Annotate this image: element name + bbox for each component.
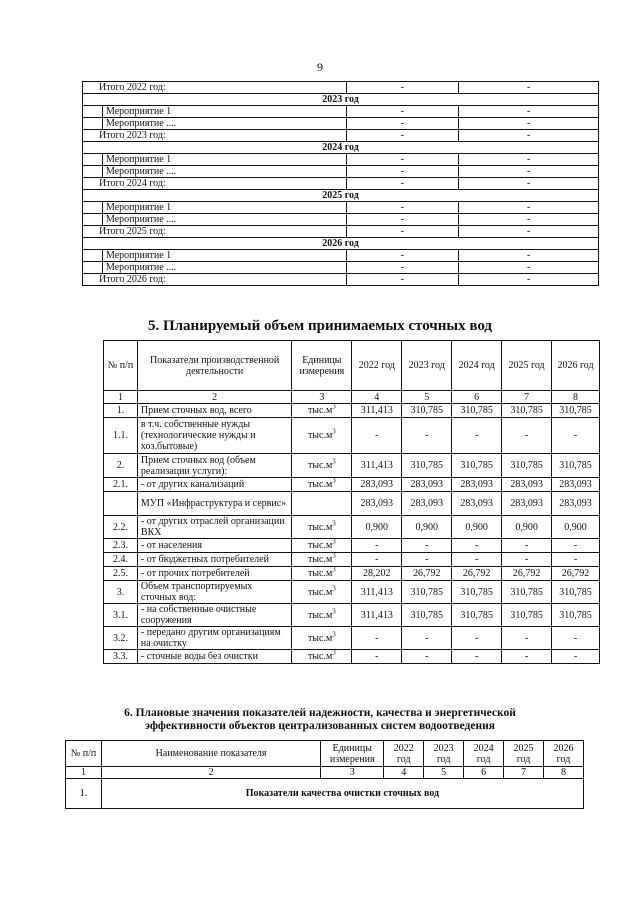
- t5-row-unit: [292, 627, 352, 650]
- t5-row-unit: [292, 539, 352, 553]
- unit-text: тыс.м: [307, 609, 333, 621]
- total-label: Итого 2023 год:: [83, 130, 347, 142]
- activity-value: -: [346, 274, 459, 286]
- t5-row-num: 2.5.: [104, 567, 138, 581]
- indent-cell: [83, 214, 103, 226]
- t5-row-value: 283,093: [402, 492, 452, 516]
- unit-text: тыс.м: [307, 521, 333, 533]
- total-label: Итого 2025 год:: [83, 226, 347, 238]
- t5-row-label: - от населения: [137, 539, 292, 553]
- t5-row-value: -: [402, 627, 452, 650]
- t5-row-num: 2.3.: [104, 539, 138, 553]
- t5-row-label: - от других канализаций: [137, 478, 292, 492]
- t5-row-value: 310,785: [502, 581, 552, 604]
- t5-row-unit: [292, 604, 352, 627]
- t5-row-value: -: [502, 418, 552, 454]
- t5-row-num: 2.4.: [104, 553, 138, 567]
- section-6-title-line-1: 6. Плановые значения показателей надежности, качества и энергетической: [124, 707, 516, 719]
- activity-value: -: [459, 226, 599, 238]
- activity-value: -: [459, 214, 599, 226]
- activities-table: [82, 81, 599, 286]
- t5-row-label: - от других отраслей организации ВКХ: [137, 516, 292, 539]
- t5-row-value: 311,413: [352, 404, 402, 418]
- activity-value: -: [346, 154, 459, 166]
- unit-superscript: 3: [332, 648, 336, 657]
- t5-row-value: 283,093: [352, 478, 402, 492]
- t5-row-value: 310,785: [552, 581, 600, 604]
- activity-label: Мероприятие 1: [102, 106, 346, 118]
- t5-row-label: - передано другим организациям на очистку: [137, 627, 292, 650]
- t5-row: [104, 454, 600, 478]
- unit-superscript: 3: [332, 427, 336, 436]
- unit-superscript: 3: [332, 630, 336, 639]
- t5-row-unit: [292, 404, 352, 418]
- t5-row-value: 0,900: [352, 516, 402, 539]
- t5-header-year: 2022 год: [352, 341, 402, 391]
- t6-header-year: 2023 год: [424, 741, 464, 767]
- t5-col-number: 6: [452, 391, 502, 404]
- t6-col-number: 3: [321, 767, 384, 779]
- t5-row-value: 310,785: [402, 404, 452, 418]
- t5-row-unit: [292, 478, 352, 492]
- activity-value: -: [346, 226, 459, 238]
- total-label: Итого 2024 год:: [83, 178, 347, 190]
- activity-value: -: [346, 178, 459, 190]
- t5-row-value: -: [452, 627, 502, 650]
- t5-row: [104, 567, 600, 581]
- t5-row-num: [104, 492, 138, 516]
- activities-row-item: [83, 154, 599, 166]
- activity-label: Мероприятие 1: [102, 154, 346, 166]
- t5-row-value: 310,785: [452, 581, 502, 604]
- year-heading: 2026 год: [83, 238, 599, 250]
- total-label: Итого 2022 год:: [83, 82, 347, 94]
- t5-row-value: 311,413: [352, 604, 402, 627]
- unit-superscript: 3: [332, 551, 336, 560]
- t5-row-unit: [292, 567, 352, 581]
- unit-text: тыс.м: [307, 568, 333, 579]
- activity-value: -: [346, 262, 459, 274]
- t5-row-value: 310,785: [402, 581, 452, 604]
- unit-superscript: 3: [332, 565, 336, 574]
- t5-col-number: 5: [402, 391, 452, 404]
- unit-superscript: 3: [332, 584, 336, 593]
- t5-row-value: 28,202: [352, 567, 402, 581]
- t5-row: [104, 478, 600, 492]
- t5-row-unit: [292, 516, 352, 539]
- activities-row-item: [83, 166, 599, 178]
- t6-header-num: № п/п: [66, 741, 102, 767]
- t5-row-value: 310,785: [552, 454, 600, 478]
- activities-row-item: [83, 118, 599, 130]
- t5-row: [104, 604, 600, 627]
- activity-value: -: [346, 250, 459, 262]
- activities-row-total: [83, 178, 599, 190]
- t5-row-value: 0,900: [402, 516, 452, 539]
- activity-label: Мероприятие 1: [102, 250, 346, 262]
- activity-value: -: [346, 166, 459, 178]
- activity-value: -: [459, 262, 599, 274]
- t5-header-indicator: Показатели производственной деятельности: [137, 341, 292, 391]
- t6-quality-row: [66, 779, 584, 809]
- activities-row-item: [83, 250, 599, 262]
- t5-col-number: 4: [352, 391, 402, 404]
- page-number: 9: [317, 60, 323, 74]
- indent-cell: [83, 106, 103, 118]
- t5-row-value: 310,785: [402, 604, 452, 627]
- t5-row-value: -: [352, 539, 402, 553]
- indent-cell: [83, 262, 103, 274]
- unit-superscript: 3: [332, 607, 336, 616]
- t5-row-value: 26,792: [552, 567, 600, 581]
- activity-label: Мероприятие ....: [102, 118, 346, 130]
- unit-text: тыс.м: [307, 405, 333, 416]
- t5-row: [104, 553, 600, 567]
- t5-header-year: 2025 год: [502, 341, 552, 391]
- t5-row-value: -: [402, 418, 452, 454]
- activities-row-item: [83, 106, 599, 118]
- indent-cell: [83, 118, 103, 130]
- t5-row: [104, 418, 600, 454]
- t5-row-value: -: [552, 627, 600, 650]
- t5-row-value: 310,785: [502, 454, 552, 478]
- unit-text: тыс.м: [307, 460, 333, 471]
- t5-row-label: Прием сточных вод, всего: [137, 404, 292, 418]
- t5-header-year: 2026 год: [552, 341, 600, 391]
- t5-row-value: -: [502, 650, 552, 664]
- activity-value: -: [459, 178, 599, 190]
- t5-col-number: 7: [502, 391, 552, 404]
- t5-row-value: -: [452, 418, 502, 454]
- t5-row-value: -: [352, 627, 402, 650]
- t6-header-year: 2026 год: [543, 741, 583, 767]
- total-label: Итого 2026 год:: [83, 274, 347, 286]
- t5-row-unit: [292, 650, 352, 664]
- t6-col-number: 4: [384, 767, 424, 779]
- activity-label: Мероприятие ....: [102, 166, 346, 178]
- activity-value: -: [459, 274, 599, 286]
- unit-superscript: 3: [332, 537, 336, 546]
- activities-row-total: [83, 82, 599, 94]
- t5-row-value: 26,792: [502, 567, 552, 581]
- t5-row-value: 283,093: [502, 492, 552, 516]
- t5-row-value: -: [402, 553, 452, 567]
- t5-row-num: 3.1.: [104, 604, 138, 627]
- section-6-title-line-2: эффективности объектов централизованных систем водоотведения: [145, 720, 495, 732]
- reliability-indicators-table: [65, 740, 584, 809]
- year-heading: 2025 год: [83, 190, 599, 202]
- unit-superscript: 3: [332, 519, 336, 528]
- indent-cell: [83, 166, 103, 178]
- t5-row-value: 310,785: [452, 454, 502, 478]
- t5-row-num: 3.2.: [104, 627, 138, 650]
- t5-row-value: 283,093: [502, 478, 552, 492]
- t6-header-year: 2025 год: [504, 741, 544, 767]
- t6-col-number: 7: [504, 767, 544, 779]
- t6-col-number: 8: [543, 767, 583, 779]
- t6-header-unit: Единицы измерения: [321, 741, 384, 767]
- t5-row-value: 311,413: [352, 581, 402, 604]
- t5-row-value: 0,900: [452, 516, 502, 539]
- wastewater-volume-table: [103, 340, 600, 664]
- t6-row-label: Показатели качества очистки сточных вод: [101, 779, 583, 809]
- activity-label: Мероприятие 1: [102, 202, 346, 214]
- t5-row-value: 310,785: [552, 404, 600, 418]
- t5-row-num: 2.: [104, 454, 138, 478]
- activities-row-item: [83, 202, 599, 214]
- t5-row-value: 310,785: [402, 454, 452, 478]
- t5-row-value: 311,413: [352, 454, 402, 478]
- activity-value: -: [346, 118, 459, 130]
- t5-row: [104, 650, 600, 664]
- t5-col-number: 2: [137, 391, 292, 404]
- t5-row-label: - на собственные очистные сооружения: [137, 604, 292, 627]
- t5-row: [104, 516, 600, 539]
- activities-row-total: [83, 226, 599, 238]
- t5-row-value: 283,093: [352, 492, 402, 516]
- t5-row-num: 3.: [104, 581, 138, 604]
- t6-header-indicator: Наименование показателя: [101, 741, 320, 767]
- unit-text: тыс.м: [307, 586, 333, 598]
- t5-row-value: -: [552, 553, 600, 567]
- activities-row-item: [83, 214, 599, 226]
- t5-row-value: 283,093: [452, 478, 502, 492]
- activity-value: -: [346, 106, 459, 118]
- section-6-title: [0, 707, 640, 733]
- t5-header-num: № п/п: [104, 341, 138, 391]
- t5-body: [104, 404, 600, 664]
- t5-row-label: - от прочих потребителей: [137, 567, 292, 581]
- activities-row-item: [83, 262, 599, 274]
- activity-label: Мероприятие ....: [102, 214, 346, 226]
- t5-row-num: 1.: [104, 404, 138, 418]
- t5-row-value: -: [502, 553, 552, 567]
- indent-cell: [83, 202, 103, 214]
- unit-superscript: 3: [332, 457, 336, 466]
- t5-row-unit: [292, 581, 352, 604]
- t5-row: [104, 581, 600, 604]
- year-heading: 2023 год: [83, 94, 599, 106]
- t5-row: [104, 539, 600, 553]
- unit-text: тыс.м: [307, 479, 333, 490]
- t5-row-value: -: [552, 418, 600, 454]
- t5-row-num: 2.1.: [104, 478, 138, 492]
- activity-value: -: [459, 250, 599, 262]
- activities-row-year: [83, 94, 599, 106]
- t5-row-value: 26,792: [452, 567, 502, 581]
- activity-value: -: [346, 82, 459, 94]
- t5-row-label: в т.ч. собственные нужды (технологические нужды и хоз.бытовые): [137, 418, 292, 454]
- t5-col-number-row: [104, 391, 600, 404]
- t5-row-value: 283,093: [552, 478, 600, 492]
- activity-value: -: [459, 154, 599, 166]
- t5-row-value: 283,093: [402, 478, 452, 492]
- t6-col-number-row: [66, 767, 584, 779]
- t5-row: [104, 404, 600, 418]
- t6-header-year: 2024 год: [464, 741, 504, 767]
- t5-row-value: 283,093: [452, 492, 502, 516]
- t5-row-unit: [292, 418, 352, 454]
- year-heading: 2024 год: [83, 142, 599, 154]
- activities-row-year: [83, 238, 599, 250]
- t5-row-value: -: [502, 539, 552, 553]
- t5-row-value: -: [452, 650, 502, 664]
- t5-row: [104, 492, 600, 516]
- t5-row-num: 2.2.: [104, 516, 138, 539]
- t6-col-number: 6: [464, 767, 504, 779]
- t5-row-value: -: [502, 627, 552, 650]
- t5-row-value: -: [352, 418, 402, 454]
- indent-cell: [83, 154, 103, 166]
- t5-row-value: 0,900: [502, 516, 552, 539]
- t5-col-number: 3: [292, 391, 352, 404]
- unit-superscript: 3: [332, 476, 336, 485]
- t5-row-value: -: [552, 650, 600, 664]
- t5-row-value: 26,792: [402, 567, 452, 581]
- activity-value: -: [346, 130, 459, 142]
- t5-row-value: 310,785: [452, 604, 502, 627]
- t5-row-unit: [292, 553, 352, 567]
- unit-superscript: 3: [332, 402, 336, 411]
- t5-row-label: МУП «Инфраструктура и сервис»: [137, 492, 292, 516]
- activity-value: -: [346, 214, 459, 226]
- t5-header-year: 2023 год: [402, 341, 452, 391]
- activities-row-total: [83, 274, 599, 286]
- indent-cell: [83, 250, 103, 262]
- t5-row-label: Объем транспортируемых сточных вод:: [137, 581, 292, 604]
- section-5-title: 5. Планируемый объем принимаемых сточных вод: [147, 318, 493, 334]
- t5-header-unit: Единицы измерения: [292, 341, 352, 391]
- t5-row-value: -: [452, 553, 502, 567]
- t5-row-value: -: [402, 650, 452, 664]
- t5-row-value: -: [452, 539, 502, 553]
- t6-col-number: 2: [101, 767, 320, 779]
- activity-value: -: [459, 130, 599, 142]
- t5-row-value: 310,785: [452, 404, 502, 418]
- activity-value: -: [459, 166, 599, 178]
- t5-col-number: 8: [552, 391, 600, 404]
- t6-row-num: 1.: [66, 779, 102, 809]
- unit-text: тыс.м: [307, 540, 333, 551]
- unit-text: тыс.м: [307, 651, 333, 662]
- t6-col-number: 1: [66, 767, 102, 779]
- activity-value: -: [459, 106, 599, 118]
- t6-header-year: 2022 год: [384, 741, 424, 767]
- t5-row-value: 310,785: [502, 404, 552, 418]
- t5-row-value: -: [552, 539, 600, 553]
- t5-row-label: - от бюджетных потребителей: [137, 553, 292, 567]
- t5-header-row: [104, 341, 600, 391]
- t5-row-label: - сточные воды без очистки: [137, 650, 292, 664]
- activities-row-year: [83, 142, 599, 154]
- t5-row-value: 310,785: [502, 604, 552, 627]
- activities-row-total: [83, 130, 599, 142]
- unit-text: тыс.м: [307, 632, 333, 644]
- t5-col-number: 1: [104, 391, 138, 404]
- t5-row-num: 1.1.: [104, 418, 138, 454]
- unit-text: тыс.м: [307, 430, 333, 441]
- activity-value: -: [459, 202, 599, 214]
- t5-header-year: 2024 год: [452, 341, 502, 391]
- activity-value: -: [346, 202, 459, 214]
- activity-label: Мероприятие ....: [102, 262, 346, 274]
- t5-row-label: Прием сточных вод (объем реализации услуги):: [137, 454, 292, 478]
- t6-col-number: 5: [424, 767, 464, 779]
- t5-row-value: -: [402, 539, 452, 553]
- t5-row-value: -: [352, 553, 402, 567]
- t5-row-unit: [292, 492, 352, 516]
- activity-value: -: [459, 118, 599, 130]
- t6-header-row: [66, 741, 584, 767]
- t5-row: [104, 627, 600, 650]
- activities-table-body: [83, 82, 599, 286]
- t5-row-value: -: [352, 650, 402, 664]
- t5-row-num: 3.3.: [104, 650, 138, 664]
- t5-row-value: 0,900: [552, 516, 600, 539]
- activities-row-year: [83, 190, 599, 202]
- activity-value: -: [459, 82, 599, 94]
- t5-row-value: 283,093: [552, 492, 600, 516]
- t5-row-unit: [292, 454, 352, 478]
- unit-text: тыс.м: [307, 554, 333, 565]
- t5-row-value: 310,785: [552, 604, 600, 627]
